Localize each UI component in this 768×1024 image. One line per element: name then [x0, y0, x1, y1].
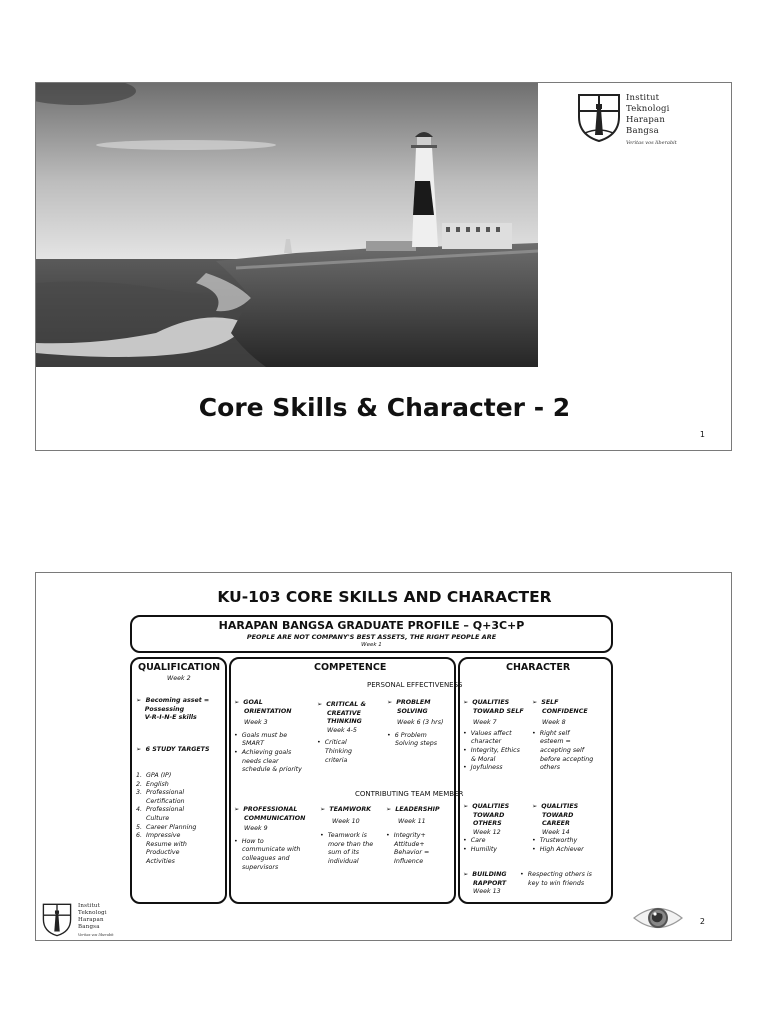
leadership-block: ➢ LEADERSHIP Week 11 • Integrity+ Attitude+ Behavior = Influence [386, 806, 440, 865]
arrow-bullet-icon: ➢ [136, 697, 142, 704]
shield-lighthouse-icon [577, 93, 621, 143]
logo-motto: Veritas vos liberabit [78, 933, 114, 937]
character-heading: CHARACTER [506, 662, 571, 673]
qualification-item-1: ➢ Becoming asset = Possessing V-R-I-N-E skills [136, 697, 210, 722]
goal-orientation-block: ➢ GOAL ORIENTATION Week 3 • Goals must be SMART • Achieving goals needs clear schedule & priority [234, 699, 302, 774]
slide-1-title: Core Skills & Character - 2 [198, 393, 571, 422]
profile-subtitle: PEOPLE ARE NOT COMPANY'S BEST ASSETS, THE RIGHT PEOPLE ARE [246, 633, 497, 641]
itb-logo [577, 93, 727, 149]
slide-2 [35, 572, 732, 941]
problem-solving-block: ➢ PROBLEM SOLVING Week 6 (3 hrs) • 6 Problem Solving steps [387, 699, 444, 748]
teamwork-block: ➢ TEAMWORK Week 10 • Teamwork is more than the sum of its individual [320, 806, 374, 865]
qualities-toward-career-block: ➢ QUALITIES TOWARD CAREER Week 14 • Trustworthy • High Achiever [532, 803, 584, 853]
profile-week: Week 1 [361, 642, 382, 648]
arrow-bullet-icon: ➢ [532, 803, 538, 810]
qualification-box [130, 657, 227, 904]
qualification-heading: QUALIFICATION [138, 662, 221, 673]
building-rapport-bullet: • Respecting others is key to win friends [520, 871, 592, 887]
competence-heading: COMPETENCE [314, 662, 387, 673]
arrow-bullet-icon: ➢ [234, 806, 240, 813]
character-box [458, 657, 613, 904]
logo-wordmark: Institut Teknologi Harapan Bangsa [78, 903, 107, 930]
arrow-bullet-icon: ➢ [136, 746, 142, 753]
slide-2-title: KU-103 CORE SKILLS AND CHARACTER [217, 588, 552, 606]
personal-effectiveness-label: PERSONAL EFFECTIVENESS [367, 681, 463, 689]
competence-box [229, 657, 464, 904]
critical-thinking-block: ➢ CRITICAL & CREATIVE THINKING Week 4-5 • Critical Thinking criteria [317, 701, 366, 764]
lighthouse-image [36, 83, 538, 367]
logo-wordmark: Institut Teknologi Harapan Bangsa [626, 93, 670, 136]
slide-1 [35, 82, 732, 451]
lighthouse-photo [36, 83, 538, 367]
logo-motto: Veritas vos liberabit [626, 140, 677, 146]
qualities-toward-self-block: ➢ QUALITIES TOWARD SELF Week 7 • Values affect character • Integrity, Ethics & Moral • Joyfulness [463, 699, 524, 772]
itb-logo-small [42, 903, 127, 939]
arrow-bullet-icon: ➢ [463, 803, 469, 810]
study-targets-list: 1. GPA (IP) 2. English 3. Professional Certification 4. Professional Culture 5. Career Planning 6. Impressive Resume with Productive Activities [136, 772, 197, 865]
shield-lighthouse-icon [42, 903, 72, 937]
contributing-team-member-label: CONTRIBUTING TEAM MEMBER [355, 790, 464, 798]
arrow-bullet-icon: ➢ [532, 699, 538, 706]
qualities-toward-others-block: ➢ QUALITIES TOWARD OTHERS Week 12 • Care • Humility [463, 803, 510, 853]
page-number: 1 [699, 430, 705, 439]
arrow-bullet-icon: ➢ [386, 806, 392, 813]
globe-eye-icon [632, 903, 684, 937]
graduate-profile-box [130, 615, 613, 653]
arrow-bullet-icon: ➢ [463, 699, 469, 706]
professional-communication-block: ➢ PROFESSIONAL COMMUNICATION Week 9 • How to communicate with colleagues and supervisors [234, 806, 306, 871]
qualification-week: Week 2 [167, 675, 191, 682]
arrow-bullet-icon: ➢ [317, 701, 323, 708]
arrow-bullet-icon: ➢ [463, 871, 469, 878]
arrow-bullet-icon: ➢ [234, 699, 240, 706]
building-rapport-block: ➢ BUILDING RAPPORT Week 13 [463, 871, 507, 896]
self-confidence-block: ➢ SELF CONFIDENCE Week 8 • Right self esteem = accepting self before accepting others [532, 699, 594, 772]
arrow-bullet-icon: ➢ [387, 699, 393, 706]
page-number: 2 [699, 917, 705, 926]
qualification-item-2: ➢ 6 STUDY TARGETS [136, 746, 210, 753]
arrow-bullet-icon: ➢ [320, 806, 326, 813]
profile-title: HARAPAN BANGSA GRADUATE PROFILE – Q+3C+P [218, 619, 525, 632]
